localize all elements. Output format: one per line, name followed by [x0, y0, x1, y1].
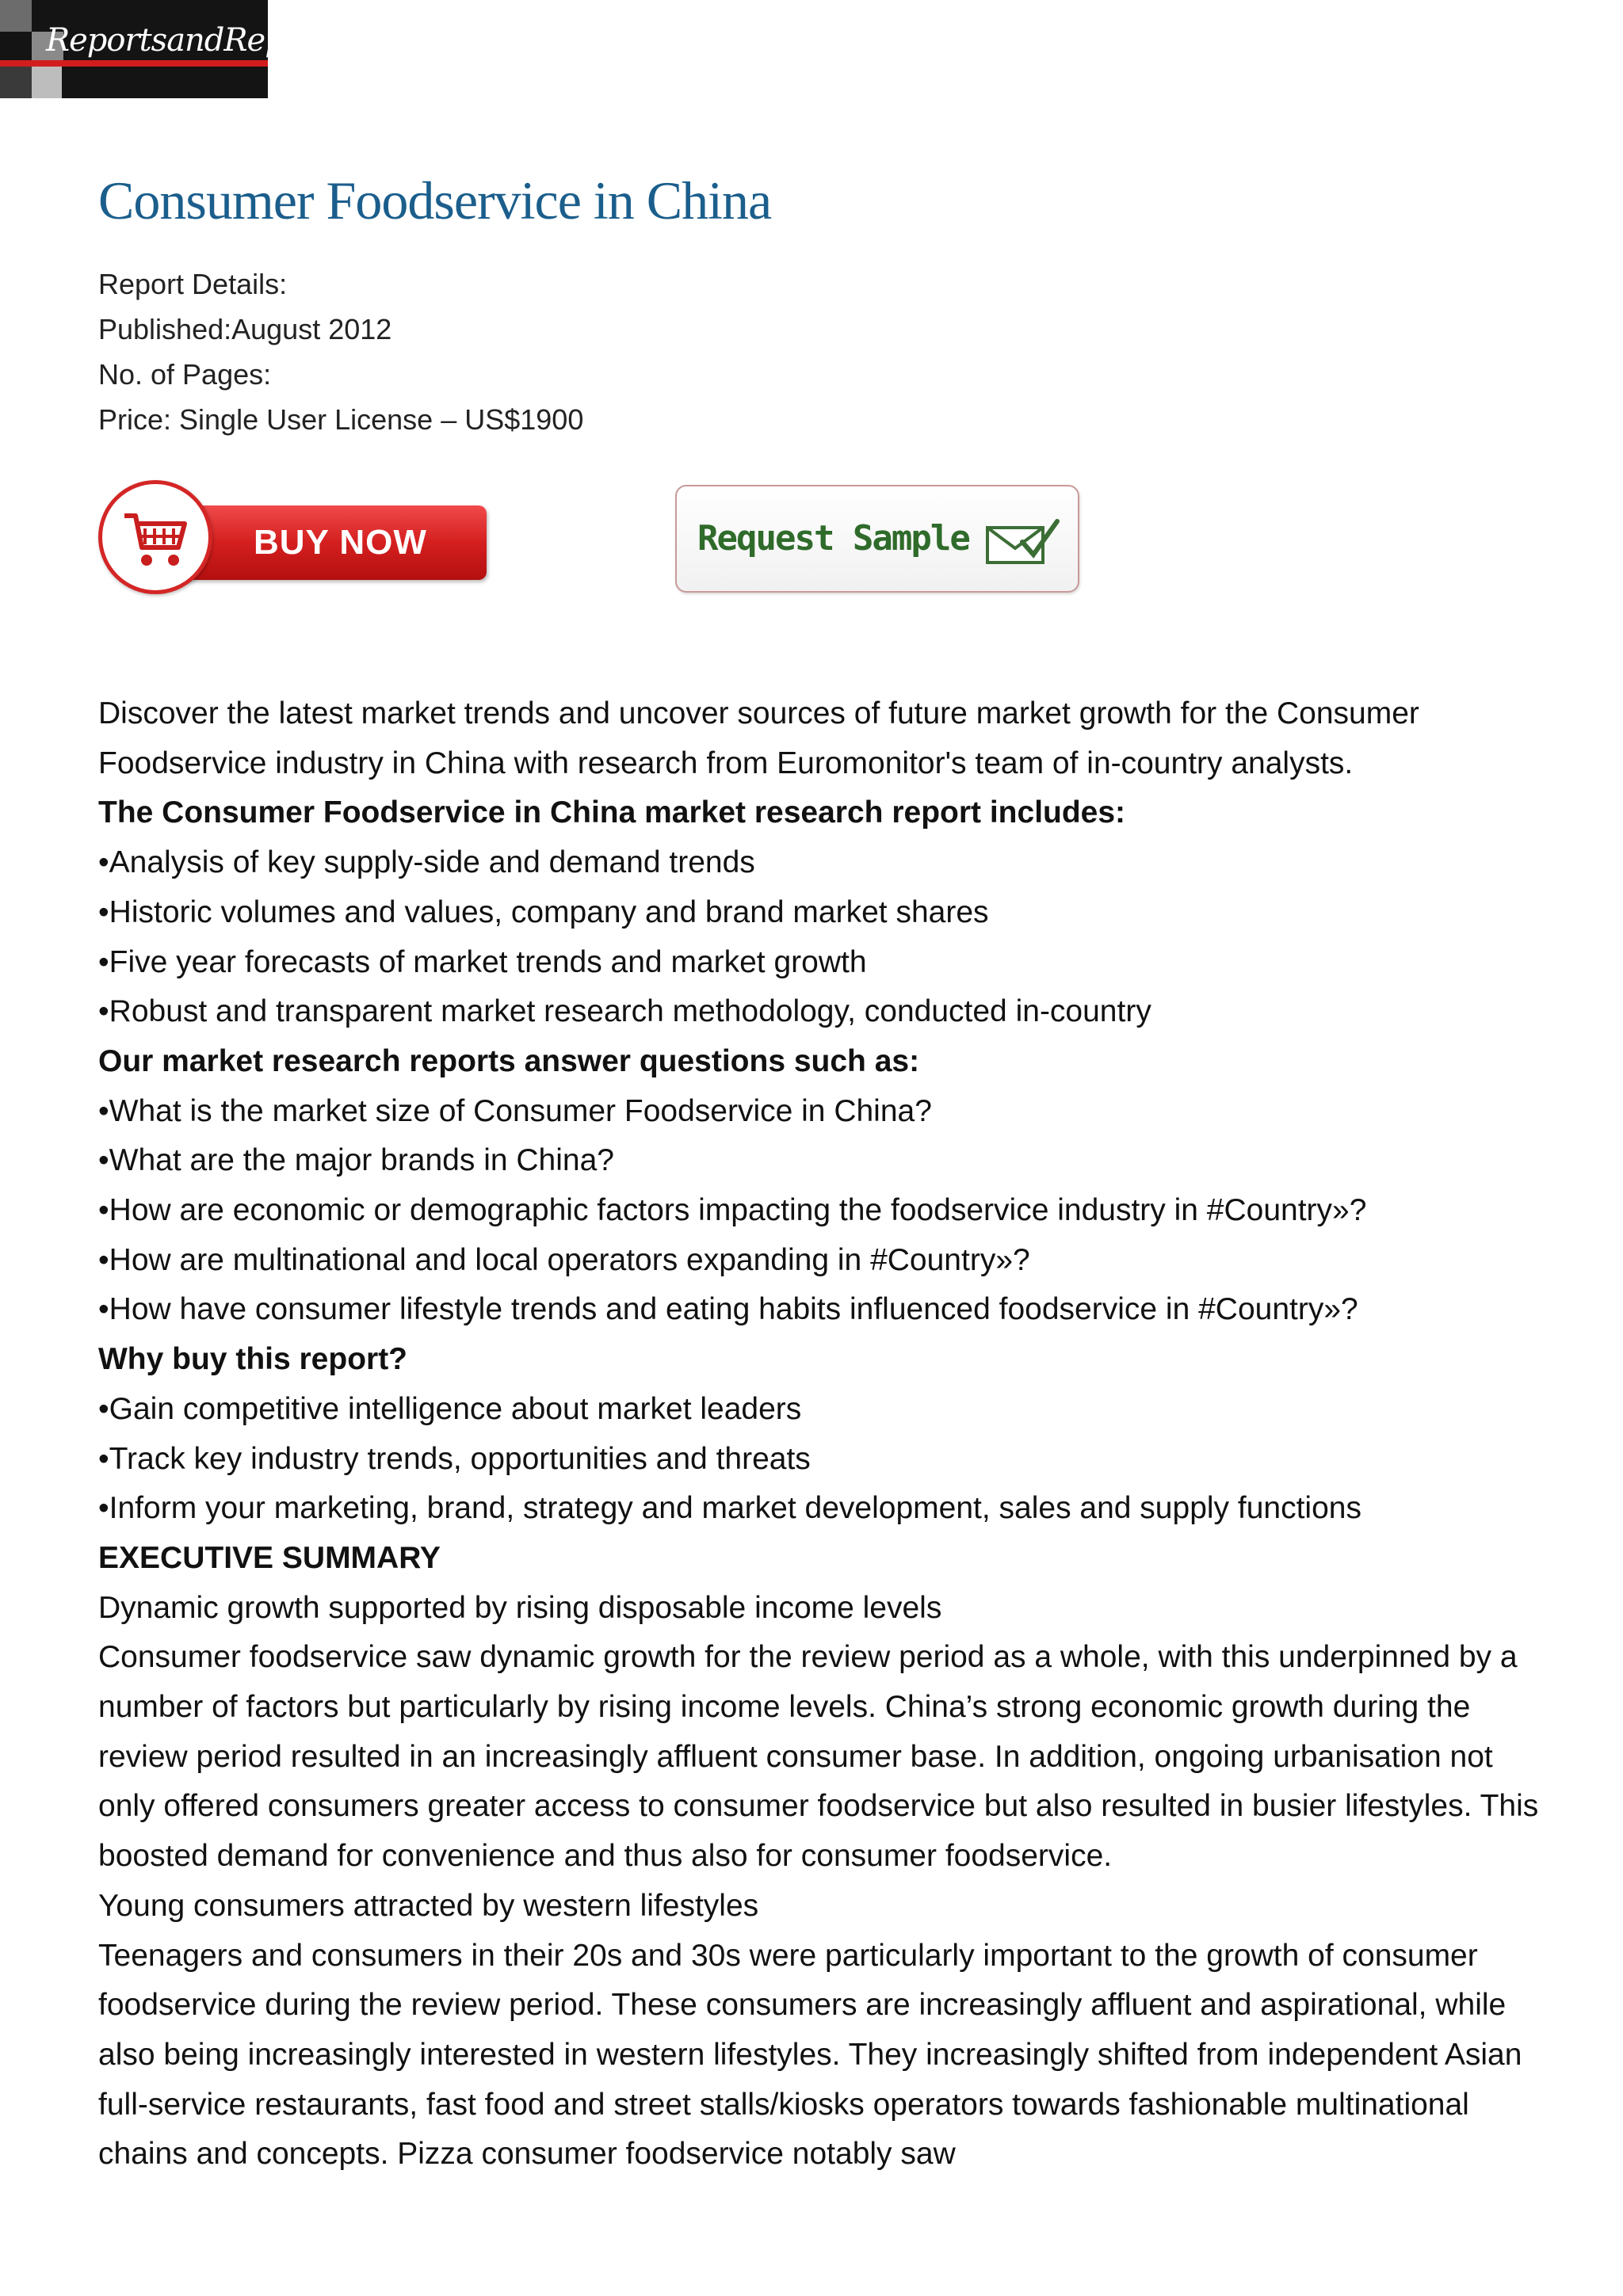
list-item: •Gain competitive intelligence about market leaders — [98, 1391, 802, 1426]
list-item: •Five year forecasts of market trends and market growth — [98, 944, 867, 979]
buy-now-button[interactable] — [98, 480, 488, 596]
request-sample-label: Request Sample — [697, 518, 969, 559]
list-item: •Inform your marketing, brand, strategy and market development, sales and supply functions — [98, 1491, 1361, 1526]
page-title: Consumer Foodservice in China — [98, 170, 772, 231]
summary-paragraph: Teenagers and consumers in their 20s and 30s were particularly important to the growth of consumer foodservice during the review period. These consumers are increasingly affluent and aspirational, while also being increasingly interested in western lifestyles. They increasingly shifted from independent Asian full-service restaurants, fast food and street stalls/kiosks operators towards fashionable multinational chains and concepts. Pizza consumer foodservice notably saw — [98, 1938, 1522, 2172]
cart-circle — [98, 480, 212, 594]
list-item: •Historic volumes and values, company and brand market shares — [98, 894, 989, 929]
report-description — [98, 689, 1549, 2180]
price: Price: Single User License – US$1900 — [98, 403, 584, 436]
published-date: Published:August 2012 — [98, 313, 392, 345]
logo-text: ReportsandReports — [46, 22, 345, 59]
list-item: •What is the market size of Consumer Foodservice in China? — [98, 1093, 932, 1128]
page-count: No. of Pages: — [98, 358, 272, 391]
list-item: •Robust and transparent market research methodology, conducted in-country — [98, 994, 1151, 1029]
buy-now-label: BUY NOW — [254, 523, 427, 562]
includes-heading: The Consumer Foodservice in China market research report includes: — [98, 795, 1126, 830]
intro-paragraph: Discover the latest market trends and uncover sources of future market growth for the Consumer Foodservice industry in China with research from Euromonitor's team of in-country analysts. — [98, 696, 1419, 780]
list-item: •How are multinational and local operators expanding in #Country»? — [98, 1242, 1030, 1277]
request-sample-button[interactable] — [675, 485, 1079, 593]
list-item: •What are the major brands in China? — [98, 1143, 614, 1178]
logo-square — [32, 67, 62, 98]
logo-red-line — [0, 60, 268, 67]
site-logo[interactable] — [0, 0, 345, 98]
summary-paragraph: Consumer foodservice saw dynamic growth for the review period as a whole, with this underpinned by a number of factors but particularly by rising income levels. China’s strong economic growth during the review period resulted in an increasingly affluent consumer base. In addition, ongoing urbanisation not only offered consumers greater access to consumer foodservice but also resulted in busier lifestyles. This boosted demand for convenience and thus also for consumer foodservice. — [98, 1640, 1539, 1874]
envelope-icon — [984, 518, 1060, 566]
why-heading: Why buy this report? — [98, 1342, 407, 1377]
logo-square — [0, 0, 32, 32]
questions-heading: Our market research reports answer questions such as: — [98, 1043, 920, 1078]
executive-summary-heading: EXECUTIVE SUMMARY — [98, 1540, 441, 1575]
list-item: •Analysis of key supply-side and demand trends — [98, 845, 755, 880]
summary-subheading: Dynamic growth supported by rising disposable income levels — [98, 1590, 942, 1625]
list-item: •How have consumer lifestyle trends and eating habits influenced foodservice in #Country»? — [98, 1292, 1358, 1327]
logo-square — [0, 67, 32, 98]
details-heading: Report Details: — [98, 268, 288, 300]
list-item: •Track key industry trends, opportunities and threats — [98, 1441, 811, 1476]
list-item: •How are economic or demographic factors impacting the foodservice industry in #Country»? — [98, 1193, 1367, 1228]
summary-subheading: Young consumers attracted by western lifestyles — [98, 1888, 759, 1923]
report-details — [98, 261, 583, 442]
shopping-cart-icon — [121, 508, 193, 571]
